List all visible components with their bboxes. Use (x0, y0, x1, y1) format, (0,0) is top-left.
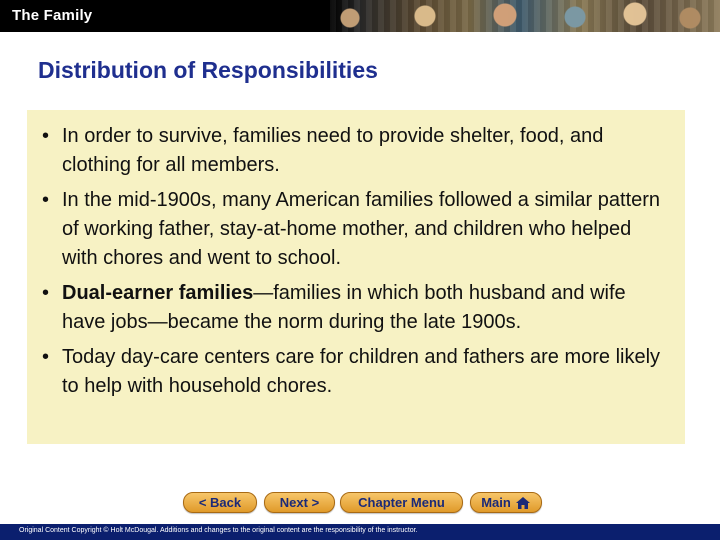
bullet-item (27, 279, 685, 337)
header-banner (0, 0, 720, 32)
copyright-text: Original Content Copyright © Holt McDougal. Additions and changes to the original content are the responsibility of the instructor. (19, 527, 418, 534)
footer-bar (0, 524, 720, 540)
bullet-marker: • (42, 125, 50, 147)
next-button[interactable]: Next > (264, 492, 335, 513)
bullet-item (27, 122, 685, 180)
navigation-bar (0, 492, 720, 514)
content-box (27, 110, 685, 444)
back-button[interactable]: < Back (183, 492, 257, 513)
bullet-list (27, 122, 685, 407)
bullet-marker: • (42, 189, 50, 211)
main-button[interactable] (470, 492, 542, 513)
home-icon (515, 496, 531, 510)
bullet-marker: • (42, 346, 50, 368)
chapter-menu-button[interactable]: Chapter Menu (340, 492, 463, 513)
main-button-label: Main (481, 495, 511, 510)
slide-title: Distribution of Responsibilities (38, 57, 378, 83)
bullet-text: —families in which both husband and wife have jobs—became the norm during the late 1900s. (62, 282, 626, 333)
bullet-text: In order to survive, families need to provide shelter, food, and clothing for all members. (62, 125, 604, 176)
bullet-text: Today day-care centers care for children and fathers are more likely to help with household chores. (62, 346, 661, 397)
bullet-item (27, 186, 685, 273)
header-title: The Family (12, 7, 93, 24)
header-photo-collage (330, 0, 720, 32)
bullet-text: In the mid-1900s, many American families followed a similar pattern of working father, stay-at-home mother, and children who helped with chores and went to school. (62, 189, 661, 269)
bullet-marker: • (42, 282, 50, 304)
bullet-bold-text: Dual-earner families (62, 282, 254, 304)
bullet-item (27, 343, 685, 401)
